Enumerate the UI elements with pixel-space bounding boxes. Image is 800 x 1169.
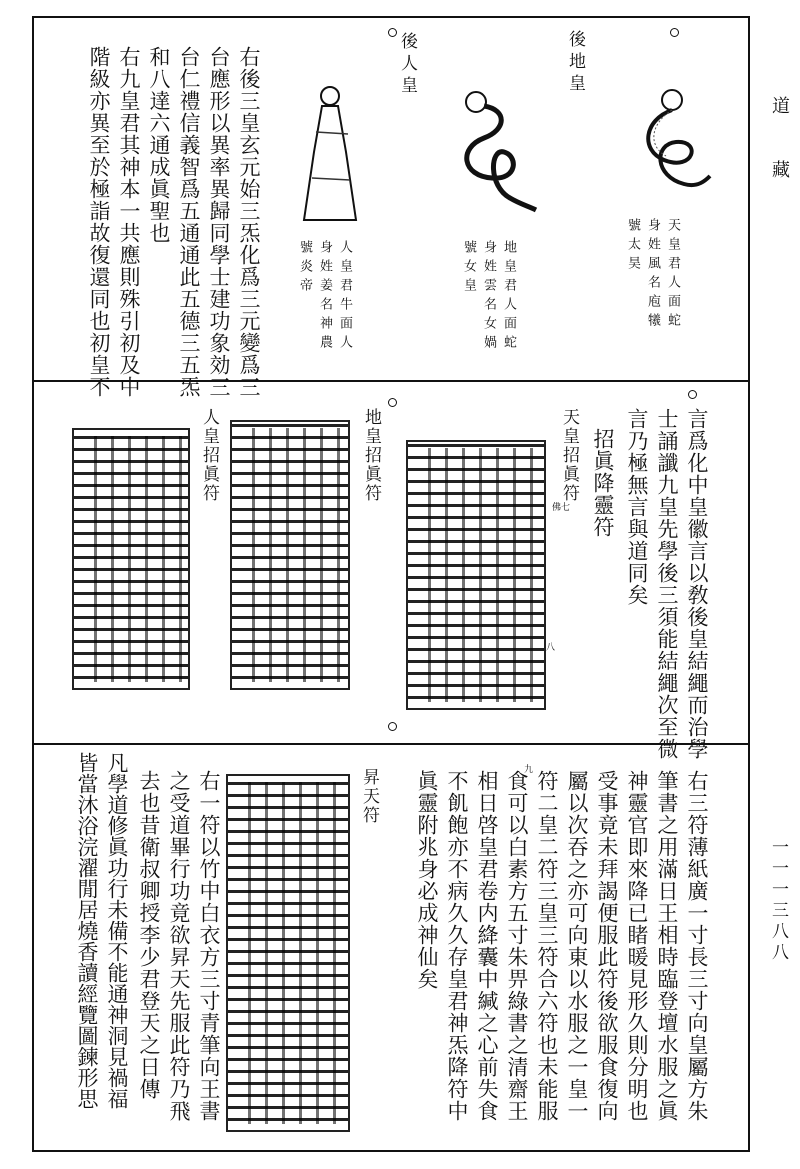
earth-talisman: [230, 420, 350, 690]
bottom-left-text-line5: 皆當沐浴浣濯閒居燒香讀經覽圖鍊形思: [75, 752, 99, 1109]
caption-human-line3: 號炎帝: [297, 240, 312, 297]
bottom-left-text-line2: 之受道畢行功竟欲昇天先服此符乃飛: [167, 770, 191, 1122]
circle-mark: [388, 28, 397, 37]
bottom-text-line6: 符二皇二符三皇三符合六符也未能服: [535, 770, 559, 1122]
top-text-line6: 階級亦異至於極詣故復還同也初皇不: [87, 46, 111, 398]
bottom-text-line10: 眞靈附兆身必成神仙矣: [415, 770, 439, 990]
top-text-line1: 右後三皇玄元始三炁化爲三元變爲三: [237, 46, 261, 398]
bottom-left-text-line1: 右一符以竹中白衣方三寸青筆向王書: [197, 770, 221, 1122]
book-title: 道藏: [769, 96, 790, 224]
marginal-note: 佛七: [552, 503, 571, 513]
talisman-group-title: 招眞降靈符: [591, 428, 615, 538]
caption-heavenly-line2: 身姓風名庖犧: [645, 218, 660, 332]
bottom-left-text-line4: 凡學道修眞功行未備不能通神洞見禍福: [105, 752, 129, 1109]
bottom-text-line3: 神靈官即來降已睹暖見形久則分明也: [625, 770, 649, 1122]
heavenly-talisman: [406, 440, 546, 710]
marginal-note: 八: [546, 643, 556, 653]
ascend-heaven-talisman: [226, 774, 350, 1132]
circle-mark: [388, 398, 397, 407]
bottom-left-text-line3: 去也昔衛叔卿授李少君登天之日傳: [137, 770, 161, 1100]
section-divider-2: [34, 743, 748, 745]
heavenly-sovereign-figure: [614, 80, 714, 200]
bottom-text-line7: 食可以白素方五寸朱畀綠書之清齋王: [505, 770, 529, 1122]
bottom-text-line2: 筆書之用滿日王相時臨登壇水服之眞: [655, 770, 679, 1122]
caption-earth-line2: 身姓雲名女媧: [481, 240, 496, 354]
human-talisman: [72, 428, 190, 690]
bottom-text-line8: 相日啓皇君卷内絳囊中緘之心前失食: [475, 770, 499, 1122]
middle-text-line3: 言乃極無言與道同矣: [625, 408, 649, 606]
earth-sovereign-figure: [448, 86, 548, 216]
circle-mark: [670, 28, 679, 37]
label-heavenly-talisman: 天皇招眞符: [559, 408, 579, 503]
heading-later-earth-sovereign: 後地皇: [565, 30, 585, 96]
label-earth-talisman: 地皇招眞符: [361, 408, 381, 503]
circle-mark: [388, 722, 397, 731]
caption-human-line1: 人皇君牛面人: [337, 240, 352, 354]
middle-text-line1: 言爲化中皇徽言以敎後皇結繩而治學: [685, 408, 709, 760]
heading-later-human-sovereign: 後人皇: [397, 32, 417, 98]
label-human-talisman: 人皇招眞符: [199, 408, 219, 503]
page-number: 一一一三八八: [768, 838, 788, 964]
caption-heavenly-line3: 號太昊: [625, 218, 640, 275]
top-text-line2: 台應形以異率異歸同學士建功象効三: [207, 46, 231, 398]
bottom-text-line1: 右三符薄紙廣一寸長三寸向皇屬方朱: [685, 770, 709, 1122]
section-divider-1: [34, 380, 748, 382]
bottom-text-line9: 不飢飽亦不病久久存皇君神炁降符中: [445, 770, 469, 1122]
caption-earth-line1: 地皇君人面蛇: [501, 240, 516, 354]
top-text-line5: 右九皇君其神本一共應則殊引初及中: [117, 46, 141, 398]
circle-mark: [688, 390, 697, 399]
bottom-text-line4: 受事竟未拜謁便服此符後欲服食復向: [595, 770, 619, 1122]
caption-heavenly-line1: 天皇君人面蛇: [665, 218, 680, 332]
middle-text-line2: 士誦讖九皇先學後三須能結繩次至微: [655, 408, 679, 760]
label-ascend-heaven-talisman: 昇天符: [359, 768, 379, 825]
caption-human-line2: 身姓姜名神農: [317, 240, 332, 354]
top-text-line4: 和八達六通成眞聖也: [147, 46, 171, 244]
marginal-note: 九: [524, 765, 534, 775]
top-text-line3: 台仁禮信義智爲五通通此五德三五炁: [177, 46, 201, 398]
bottom-text-line5: 屬以次吞之亦可向東以水服之一皇一: [565, 770, 589, 1122]
caption-earth-line3: 號女皇: [461, 240, 476, 297]
human-sovereign-figure: [292, 82, 372, 232]
